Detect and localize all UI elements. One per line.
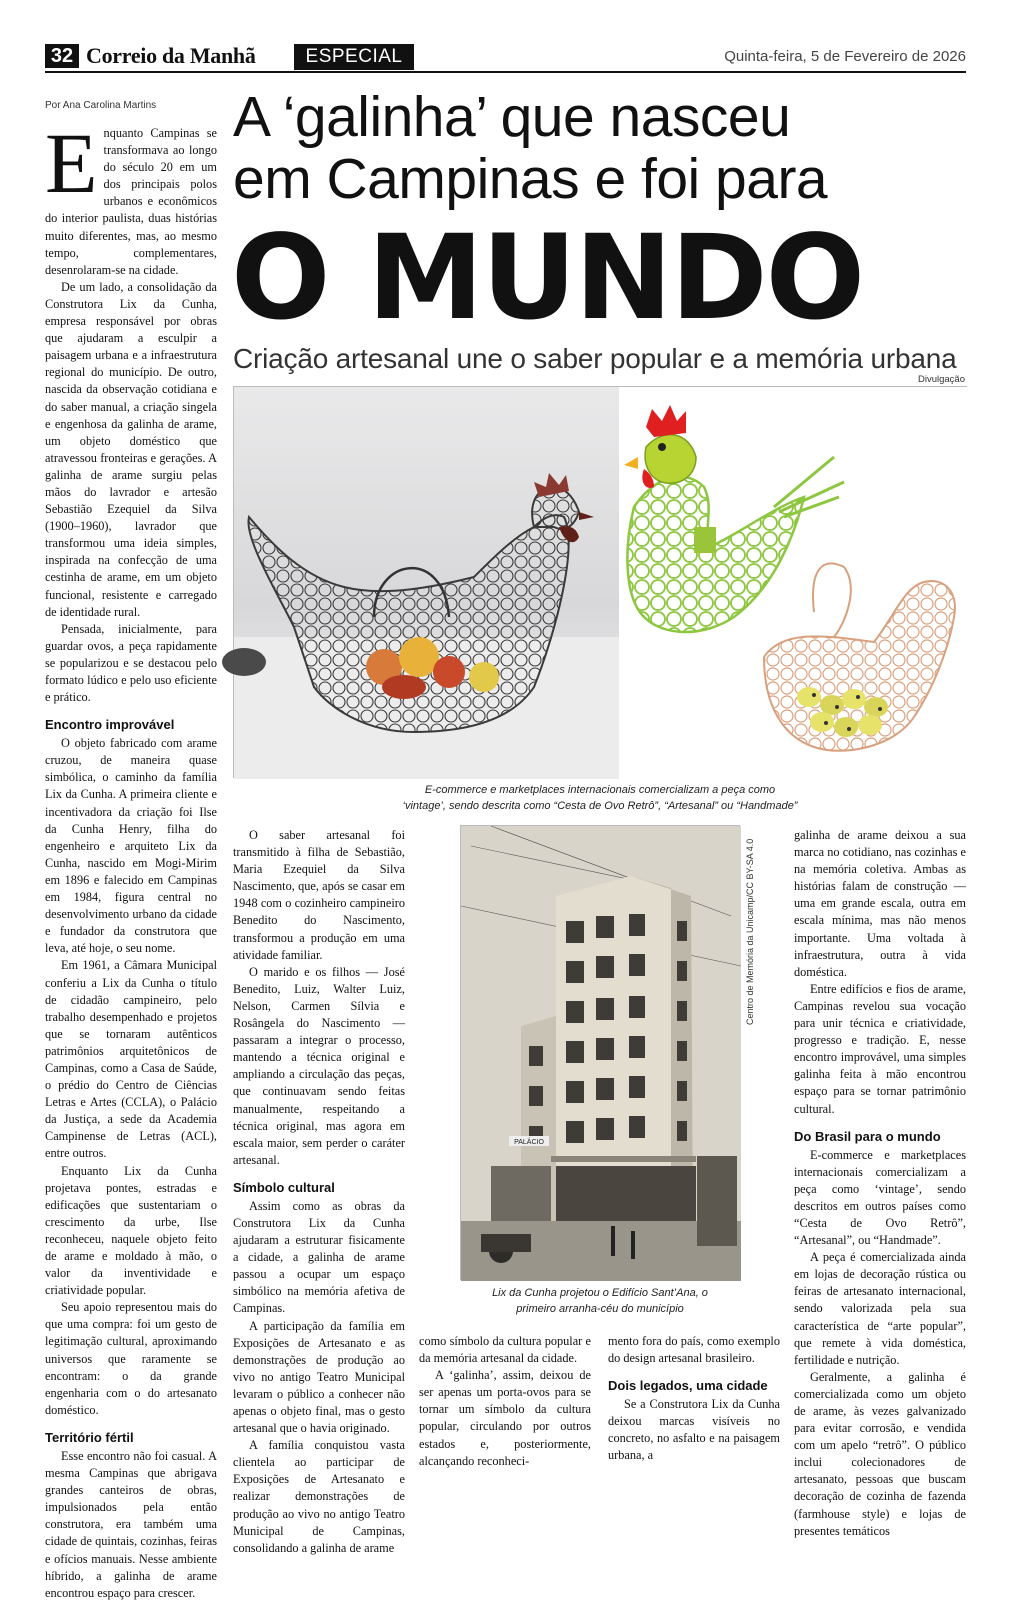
- subheading: Do Brasil para o mundo: [794, 1128, 941, 1144]
- building-photo-credit-wrap: [745, 825, 759, 1025]
- paragraph: O saber artesanal foi transmitido à filha de Sebastião, Maria Ezequiel da Silva Nascimento, que, após se casar em 1948 com o cozinheiro campineiro Benedito do Nascimento, transformou a produção em uma atividade familiar.: [233, 828, 405, 962]
- paragraph: A peça é comercializada ainda em lojas de decoração rústica ou feiras de artesanato internacional, sendo valorizada pela sua característica de “arte popular”, que remete à vida doméstica, fertilidade e nutrição.: [794, 1250, 966, 1367]
- column-4: [608, 1333, 780, 1465]
- subheading: Símbolo cultural: [233, 1179, 335, 1195]
- newspaper-name: Correio da Manhã: [86, 43, 256, 68]
- paragraph: mento fora do país, como exemplo do design artesanal brasileiro.: [608, 1334, 780, 1366]
- lead-text: nquanto Campinas se transformava ao longo do século 20 em um dos principais polos urbanos e econômicos do interior paulista, duas histórias muito diferentes, mas, ao mesmo tempo, complementares, desenrolaram-se na cidade.: [45, 126, 217, 277]
- paragraph: Pensada, inicialmente, para guardar ovos, a peça rapidamente se popularizou e se destacou pelo formato lúdico e pelo uso eficiente e prático.: [45, 621, 217, 705]
- paragraph: De um lado, a consolidação da Construtora Lix da Cunha, empresa responsável por obras que ajudaram a esculpir a paisagem urbana e a infraestrutura regional do município. De outro, nascida da observação cotidiana e do saber manual, a criação singela e engenhosa da galinha de arame, um objeto doméstico que atravessou fronteiras e gerações. A galinha de arame surgiu pelas mãos do lavrador e artesão Sebastião Ezequiel da Silva (1900–1960), lavrador que transformou uma ideia simples, inspirada na confecção de uma cestinha de arame, em um objeto funcional, resistente e carregado de identidade rural.: [45, 279, 217, 619]
- paragraph: O objeto fabricado com arame cruzou, de maneira quase simbólica, o caminho da família Lix da Cunha. A primeira cliente e incentivadora da criação foi Ilse da Cunha Henry, filha do engenheiro e arquiteto Lix da Cunha, nascido em Mogi-Mirim em 1896 e falecido em Campinas em 1984, figura central no desenvolvimento urbano da cidade e fundador da construtora que leva, até hoje, o seu nome.: [45, 736, 217, 956]
- headline-light: [233, 86, 968, 210]
- headline-line-2: em Campinas e foi para: [233, 147, 828, 211]
- paragraph: Geralmente, a galinha é comercializada como um objeto de arame, às vezes galvanizado para evitar corrosão, e vendida com um apelo “retrô”. O público inclui colecionadores de artesanato, pessoas que buscam decoração de cozinha de fazenda (farmhouse style) e lojas de presentes temáticos: [794, 1369, 966, 1538]
- paragraph: Esse encontro não foi casual. A mesma Campinas que abrigava grandes canteiros de obras, impulsionados pela então construtora, era também uma cidade de quintais, cozinhas, feiras e ofícios manuais. Nesse ambiente híbrido, a galinha de arame encontrou espaço para crescer.: [45, 1448, 217, 1600]
- subheading: Território fértil: [45, 1429, 134, 1445]
- paragraph: A ‘galinha’, assim, deixou de ser apenas um porta-ovos para se tornar um símbolo da cultura popular, circulando por outros estados e, posteriormente, alcançando reconheci-: [419, 1368, 591, 1468]
- header-rule: [45, 71, 966, 73]
- paragraph: E-commerce e marketplaces internacionais comercializam a peça como ‘vintage’, sendo descritos em outros países como “Cesta de Ovo Retrô”, “Artesanal”, ou “Handmade”.: [794, 1147, 966, 1248]
- paragraph: Assim como as obras da Construtora Lix da Cunha ajudaram a estruturar fisicamente a cidade, a galinha de arame passou a ocupar um espaço simbólico na memória afetiva de Campinas.: [233, 1198, 405, 1316]
- column-1: [45, 115, 217, 1602]
- paragraph: Enquanto Lix da Cunha projetava pontes, estradas e edificações que sustentariam o crescimento da urbe, Ilse reconheceu, naquele objeto feito de arame e moldado à mão, o valor da inventividade e criatividade popular.: [45, 1163, 217, 1298]
- subheadline: Criação artesanal une o saber popular e a memória urbana: [233, 343, 957, 374]
- column-5: [794, 827, 966, 1540]
- building-photo: [460, 825, 740, 1280]
- main-photo-caption: [233, 782, 967, 814]
- wire-hens-illustration: [234, 387, 968, 779]
- photo-credit: Divulgação: [918, 374, 965, 385]
- main-photo-caption-line-2: ‘vintage’, sendo descrita como “Cesta de Ovo Retrô”, “Artesanal” ou “Handmade”: [402, 800, 798, 812]
- paragraph: Entre edifícios e fios de arame, Campinas revelou sua vocação para unir técnica e criatividade, progresso e tradição. E, nesse encontro improvável, uma simples galinha feita à mão encontrou espaço para se tornar patrimônio cultural.: [794, 981, 966, 1116]
- section-label: ESPECIAL: [294, 44, 414, 70]
- paragraph: A família conquistou vasta clientela ao participar de Exposições de Artesanato e realizar demonstrações de produção ao vivo no antigo Teatro Municipal de Campinas, consolidando a galinha de arame: [233, 1438, 405, 1555]
- column-2: [233, 827, 405, 1557]
- column-3: [419, 1333, 591, 1470]
- page-number: 32: [45, 44, 79, 68]
- headline-line-1: A ‘galinha’ que nasceu: [233, 85, 791, 149]
- building-photo-caption-line-1: Lix da Cunha projetou o Edifício Sant’Ana, o: [492, 1287, 708, 1299]
- paragraph: A participação da família em Exposições de Artesanato e as demonstrações de produção ao vivo no antigo Teatro Municipal levaram o público a conhecer não apenas o objeto final, mas o gesto artesanal que o havia originado.: [233, 1318, 405, 1436]
- building-illustration: [461, 826, 741, 1281]
- drop-cap: E: [45, 115, 98, 211]
- subheading: Encontro improvável: [45, 717, 175, 733]
- paragraph: como símbolo da cultura popular e da memória artesanal da cidade.: [419, 1334, 591, 1366]
- paragraph: Em 1961, a Câmara Municipal conferiu a Lix da Cunha o título de cidadão campineiro, pelo trabalho desempenhado e projetos que se tornaram autênticos patrimônios arquitetônicos de Campinas, como a Casa de Saúde, o prédio do Centro de Ciências Letras e Artes (CCLA), o Palácio da Justiça, a sede da Academia Campinense de Letras (ACL), entre outros.: [45, 958, 217, 1161]
- byline: Por Ana Carolina Martins: [45, 100, 157, 111]
- building-photo-caption-line-2: primeiro arranha-céu do município: [516, 1303, 684, 1315]
- paragraph: galinha de arame deixou a sua marca no cotidiano, nas cozinhas e na memória coletiva. Ambas as histórias falam de construção — uma em grande escala, outra em escala mínima, mas não menos importante. Uma voltada à infraestrutura, outra à vida doméstica.: [794, 828, 966, 979]
- building-photo-credit: Centro de Memória da Unicamp/CC BY-SA 4.0: [745, 838, 755, 1025]
- paragraph: Seu apoio representou mais do que uma compra: foi um gesto de legitimação cultural, aproximando universos que raramente se encontram: o da grande engenharia com o do artesanato doméstico.: [45, 1300, 217, 1417]
- main-photo: [233, 386, 967, 778]
- main-photo-caption-line-1: E-commerce e marketplaces internacionais comercializam a peça como: [424, 784, 776, 796]
- building-photo-caption: [460, 1285, 740, 1317]
- paragraph: [45, 115, 217, 279]
- building-sign: PALÁCIO: [514, 1139, 544, 1146]
- issue-date: Quinta-feira, 5 de Fevereiro de 2026: [724, 48, 966, 65]
- subheading: Dois legados, uma cidade: [608, 1378, 768, 1394]
- paragraph: Se a Construtora Lix da Cunha deixou marcas visíveis no concreto, no asfalto e na paisagem urbana, a: [608, 1397, 780, 1463]
- headline-big: O MUNDO: [231, 209, 864, 346]
- paragraph: O marido e os filhos — José Benedito, Luiz, Walter Luiz, Nelson, Carmen Sílvia e Rosângela do Nascimento — passaram a integrar o processo, mantendo a técnica original e ampliando a circulação das peças, que continuavam sendo feitas manualmente, respeitando a técnica original, mas agora em escala maior, sem perder o caráter artesanal.: [233, 964, 405, 1167]
